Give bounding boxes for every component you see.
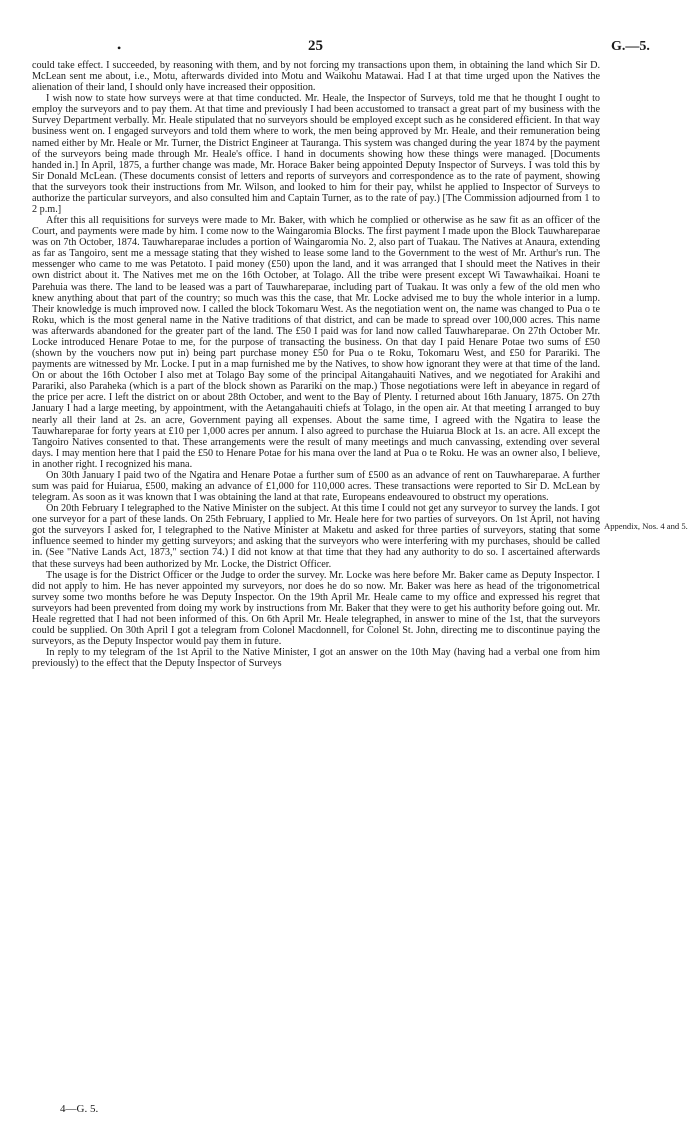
paragraph: On 20th February I telegraphed to the Native Minister on the subject. At this time I could not get any surveyor to survey the lands. I got one surveyor for a part of these lands. On 25th February, I applied to Mr. Heale here for two parties of surveyors. On 1st April, not having got the surveyors I asked for, I telegraphed to the Native Minister at Maketu and asked for three parties of surveyors, stating that some influence seemed to hinder my getting surveyors; and asking that the surveyors who were interfering with my purchases, should be called in. (See "Native Lands Act, 1873," section 74.) I did not know at that time that they had any authority to do so. I ascertained afterwards that these surveys had been authorized by Mr. Locke, the District Officer. — [32, 503, 600, 570]
paragraph: On 30th January I paid two of the Ngatira and Henare Potae a further sum of £500 as an advance of rent on Tauwhareparae. A further sum was paid for Huiarua, £500, making an advance of £1,000 for 110,000 acres. These transactions were reported to Sir D. McLean by telegram. As soon as it was known that I was obtaining the land at that rate, Europeans endeavoured to obstruct my operations. — [32, 469, 600, 504]
page-number: 25 — [308, 38, 323, 54]
paragraph: In reply to my telegram of the 1st April to the Native Minister, I got an answer on the 10th May (having had a verbal one from him previously) to the effect that the Deputy Inspector of Surveys — [32, 647, 600, 670]
margin-note: Appendix, Nos. 4 and 5. — [604, 521, 688, 531]
paragraph: The usage is for the District Officer or the Judge to order the survey. Mr. Locke was here before Mr. Baker came as Deputy Inspector. I did not apply to him. He has never appointed my surveyors, nor does he do so now. Mr. Baker was here as head of the trigonometrical survey some two months before he was Deputy Inspector. On the 19th April Mr. Heale came to my office and expressed his regret that surveyors had been prevented from doing my work by instructions from Mr. Baker that they were to get his authority before going out. Mr. Heale regretted that I had not been informed of this. On 6th April Mr. Heale telegraphed, in answer to mine of the 1st, that the surveyors could be supplied. On 30th April I got a telegram from Colonel Macdonnell, for Colonel St. John, directing me to discontinue paying the surveyors, as the Deputy Inspector would pay them in future. — [32, 569, 600, 648]
paragraph: After this all requisitions for surveys were made to Mr. Baker, with which he complied or otherwise as he saw fit as an officer of the Court, and payments were made by him. I come now to the Waingaromia Blocks. The first payment I made upon the Block Tauwhareparae was on 7th October, 1874. Tauwhareparae includes a portion of Waingaromia No. 2, also part of Tuakau. The Natives at Anaura, extending as far as Tangoiro, sent me a message stating that they wished to lease some land to the Government to the west of Mr. Arthur's run. The messenger who came to me was Petatoto. I paid money (£50) upon the land, and it was arranged that I should meet the Natives in their own district about it. The Natives met me on the 16th October, at Tolago. All the tribe were present except Wi Tawawhaikai. Hoani te Parehuia was there. The land to be leased was a part of Tauwhareparae, including part of Tuakau. It was only a few of the old men who knew anything about that part of the country; so much was this the case, that Mr. Locke advised me to buy the whole interior in a lump. Their knowledge is much improved now. I called the block Tokomaru West. As the negotiation went on, the name was changed to Pua o te Roku, which is the most general name in the Native traditions of that district, and can be made to spread over 100,000 acres. This name was afterwards abandoned for the greater part of the land. The £50 I paid was for land now called Tauwhareparae. On 27th October Mr. Locke introduced Henare Potae to me, for the purpose of transacting the business. On that day I paid Henare Potae two sums of £50 (shown by the vouchers now put in) being part purchase money £50 for Pua o te Roku, Tokomaru West, and £50 for Parariki. The payments are witnessed by Mr. Locke. I put in a map furnished me by the Natives, to show how ignorant they were at that time of the land. On or about the 16th October I also met at Tolago Bay some of the principal Aitangahauiti Natives, and we negotiated for Arakihi and Parariki, also Paraheka (which is a part of the block shown as Parariki on the map.) Those negotiations were left in abeyance in regard of the price per acre. I left the district on or about 28th October, and went to the Bay of Plenty. I returned about 16th January, 1875. On 27th January I had a large meeting, by appointment, with the Aetangahauiti chiefs at Tolago, in the open air. At that meeting I arranged to buy nearly all their land at 2s. an acre, Government paying all expenses. About the same time, I agreed with the Ngatira to lease the Tauwhareparae for forty years at £10 per 1,000 acres per annum. I also agreed to purchase the Huiarua Block at 1s. an acre. All except the Tangoiro Natives consented to that. These arrangements were the result of many meetings and much canvassing, extending over several days. I may mention here that I paid the £50 to Henare Potae for his mana over the land at Pua o te Roku. He was an owner also, I believe, in another right. I recognized his mana. — [32, 215, 600, 470]
paragraph: could take effect. I succeeded, by reasoning with them, and by not forcing my transactions upon them, in obtaining the land which Sir D. McLean sent me about, i.e., Motu, afterwards divided into Motu and Waikohu Matawai. Had I at that time urged upon the Natives the alienation of their land, I should only have increased their opposition. — [32, 60, 600, 94]
footer-signature: 4—G. 5. — [60, 1103, 99, 1115]
document-id: G.—5. — [611, 39, 650, 54]
header-dot: • — [117, 41, 122, 55]
body-text — [32, 60, 600, 669]
paragraph: I wish now to state how surveys were at that time conducted. Mr. Heale, the Inspector of Surveys, told me that he thought I ought to employ the surveyors and to pay them. At that time and previously I had been accustomed to transact a great part of my business with the Survey Department verbally. Mr. Heale stipulated that no surveyors should be employed except such as he considered efficient. In that way business went on. I engaged surveyors and told them where to work, the men being approved by Mr. Heale, and their remuneration being named either by Mr. Heale or Mr. Turner, the District Engineer at Tauranga. This system was changed during the year 1874 by the payment of the surveyors being made through Mr. Heale's office. I hand in documents showing how these things were managed. [Documents handed in.] In April, 1875, a further change was made, Mr. Horace Baker being appointed Deputy Inspector of Surveys. I was told this by Sir Donald McLean. (These documents consist of letters and reports of surveyors and correspondence as to the rate of payment, showing that the surveyors took their instructions from Mr. Wilson, and looked to him for their pay, whilst he applied to Inspector of Surveys to authorize the particular surveyors, and also consulted him and Captain Turner, as to the rate of pay.) [The Commission adjourned from 1 to 2 p.m.] — [32, 93, 600, 216]
